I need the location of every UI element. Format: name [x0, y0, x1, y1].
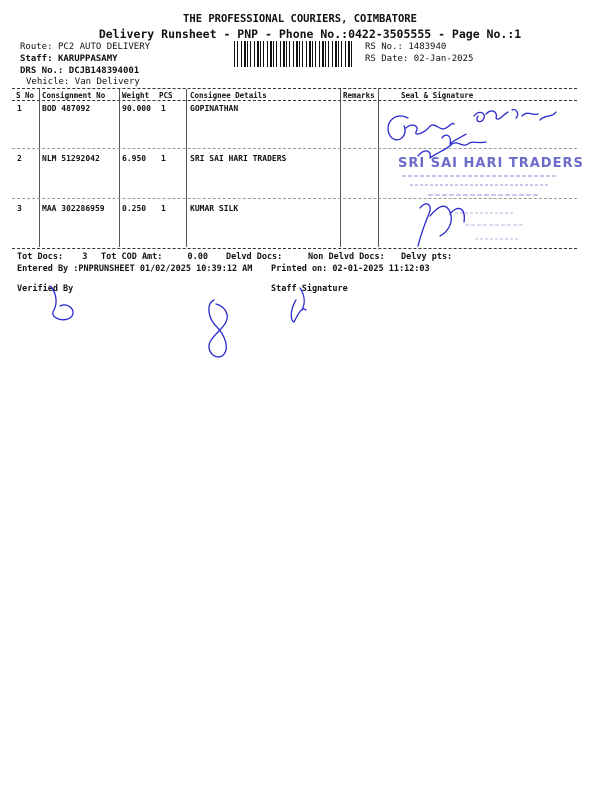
rs-date-label: RS Date:: [365, 54, 409, 64]
row2-sno: 2: [17, 154, 22, 163]
row1-weight: 90.000: [122, 104, 151, 113]
row2-consignment: NLM 51292042: [42, 154, 100, 163]
vehicle-value: Van Delivery: [74, 77, 140, 87]
tot-docs-value: 3: [82, 252, 88, 262]
entered-by-label: Entered By :: [17, 264, 79, 274]
rs-date-value: 02-Jan-2025: [413, 54, 474, 64]
non-delvd-docs-label: Non Delvd Docs:: [308, 252, 385, 262]
col-seal-signature: Seal & Signature: [401, 91, 474, 100]
barcode: [233, 41, 355, 67]
route-value: PC2 AUTO DELIVERY: [57, 42, 151, 52]
table-top-rule: [12, 88, 577, 89]
runsheet-title: Delivery Runsheet - PNP - Phone No.:0422-3505555 - Page No.:1: [98, 27, 522, 41]
drs-value: DCJB148394001: [68, 66, 140, 76]
staff-line: [20, 54, 118, 64]
staff-signature-label: Staff Signature: [271, 284, 348, 294]
verified-by-label: Verified By: [17, 284, 74, 294]
row2-pcs: 1: [161, 154, 166, 163]
col-sno: S No: [16, 91, 35, 100]
col-weight: Weight: [122, 91, 150, 100]
row3-consignee: KUMAR SILK: [190, 204, 239, 213]
printed-on-label: Printed on:: [271, 264, 328, 274]
route-label: Route:: [20, 42, 53, 52]
rs-date-line: [365, 54, 473, 64]
row3-consignment: MAA 302286959: [42, 204, 105, 213]
vehicle-label: Vehicle:: [26, 77, 70, 87]
grid-line: [119, 89, 120, 247]
drs-line: [20, 66, 139, 76]
printed-on: [271, 264, 430, 274]
tot-docs-label: Tot Docs:: [17, 252, 64, 262]
row2-weight: 6.950: [122, 154, 147, 163]
delvy-pts-label: Delvy pts:: [401, 252, 453, 262]
stamp-company-name: SRI SAI HARI TRADERS: [398, 156, 584, 171]
drs-label: DRS No.:: [20, 66, 64, 76]
row3-sno: 3: [17, 204, 22, 213]
row1-consignment: BOD 487092: [42, 104, 91, 113]
vehicle-line: [26, 77, 140, 87]
col-consignee: Consignee Details: [190, 91, 267, 100]
row3-weight: 0.250: [122, 204, 147, 213]
table-header-rule: [12, 100, 577, 101]
entered-by: [17, 264, 252, 274]
entered-by-value: PNPRUNSHEET 01/02/2025 10:39:12 AM: [78, 264, 253, 274]
tot-cod: [101, 252, 208, 262]
rs-no-value: 1483940: [408, 42, 447, 52]
col-pcs: PCS: [159, 91, 173, 100]
row1-sno: 1: [17, 104, 22, 113]
grid-line: [39, 89, 40, 247]
row3-pcs: 1: [161, 204, 166, 213]
grid-line: [186, 89, 187, 247]
tot-docs: [17, 252, 87, 262]
tot-cod-label: Tot COD Amt:: [101, 252, 163, 262]
rs-no-line: [365, 42, 446, 52]
printed-on-value: 02-01-2025 11:12:03: [332, 264, 430, 274]
company-name: THE PROFESSIONAL COURIERS, COIMBATORE: [183, 13, 417, 25]
staff-label: Staff:: [20, 54, 53, 64]
grid-line: [340, 89, 341, 247]
row1-consignee: GOPINATHAN: [190, 104, 239, 113]
route-line: [20, 42, 150, 52]
rs-no-label: RS No.:: [365, 42, 403, 52]
staff-value: KARUPPASAMY: [57, 54, 118, 64]
row2-consignee: SRI SAI HARI TRADERS: [190, 154, 287, 163]
col-remarks: Remarks: [343, 91, 375, 100]
delvd-docs-label: Delvd Docs:: [226, 252, 283, 262]
col-consignment: Consignment No: [42, 91, 106, 100]
grid-line: [378, 89, 379, 247]
handwritten-signatures: [380, 104, 580, 269]
tot-cod-value: 0.00: [187, 252, 209, 262]
footer-signatures: [30, 280, 330, 362]
row1-pcs: 1: [161, 104, 166, 113]
